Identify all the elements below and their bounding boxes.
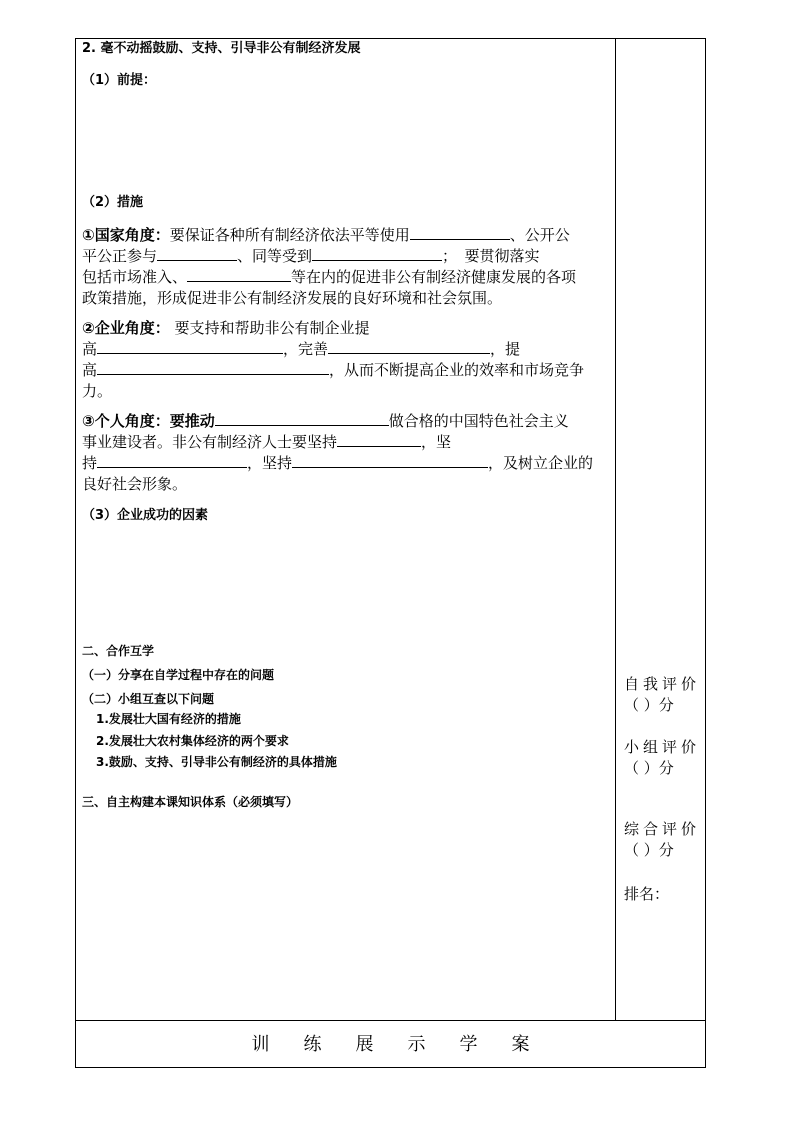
part2-sub-3: 3.鼓励、支持、引导非公有制经济的具体措施 [96, 755, 337, 769]
blank-field[interactable] [410, 225, 510, 240]
part2-item-1: （一）分享在自学过程中存在的问题 [82, 668, 275, 682]
part2-item-2: （二）小组互查以下问题 [82, 692, 215, 706]
enterprise-label: ②企业角度： [82, 319, 170, 337]
part3-heading: 三、自主构建本课知识体系（必须填写） [82, 795, 299, 809]
state-label: ①国家角度： [82, 226, 170, 244]
question-measures: （2）措施 [82, 195, 144, 210]
blank-field[interactable] [328, 339, 490, 354]
enterprise-line-4: 力。 [82, 382, 113, 400]
total-evaluation-score[interactable]: （ ）分 [624, 841, 674, 859]
footer-title: 训练展示学案 [251, 1034, 564, 1055]
self-evaluation-label: 自我评价 [624, 675, 701, 693]
state-line-4: 政策措施，形成促进非公有制经济发展的良好环境和社会氛围。 [82, 289, 503, 307]
part2-sub-1: 1.发展壮大国有经济的措施 [96, 712, 241, 726]
state-line-3: 包括市场准入、 等在内的促进非公有制经济健康发展的各项 [82, 268, 577, 286]
state-line-2: 平公正参与 、同等受到 ； 要贯彻落实 [82, 247, 540, 265]
self-evaluation-score[interactable]: （ ）分 [624, 696, 674, 714]
enterprise-line-2: 高 ，完善 ，提 [82, 340, 521, 358]
individual-line-1: ③个人角度：要推动 做合格的中国特色社会主义 [82, 412, 569, 430]
state-line-1: ①国家角度：要保证各种所有制经济依法平等使用 、公开公 [82, 226, 570, 244]
individual-line-4: 良好社会形象。 [82, 475, 188, 493]
total-evaluation-label: 综合评价 [624, 820, 701, 838]
individual-line-3: 持 ，坚持 ，及树立企业的 [82, 454, 594, 472]
blank-field[interactable] [187, 267, 291, 282]
individual-label: ③个人角度：要推动 [82, 412, 215, 430]
blank-field[interactable] [157, 246, 237, 261]
blank-field[interactable] [97, 453, 247, 468]
worksheet-frame [75, 38, 706, 1068]
group-evaluation-score[interactable]: （ ）分 [624, 759, 674, 777]
blank-field[interactable] [97, 339, 283, 354]
section-heading: 2. 毫不动摇鼓励、支持、引导非公有制经济发展 [82, 41, 361, 56]
question-success-factors: （3）企业成功的因素 [82, 508, 209, 523]
blank-field[interactable] [215, 411, 389, 426]
individual-line-2: 事业建设者。非公有制经济人士要坚持 ，坚 [82, 433, 452, 451]
blank-field[interactable] [97, 360, 329, 375]
footer-divider [75, 1020, 706, 1021]
rank-label: 排名： [624, 885, 670, 903]
group-evaluation-label: 小组评价 [624, 738, 701, 756]
question-premise: （1）前提： [82, 73, 157, 88]
enterprise-line-1: ②企业角度： 要支持和帮助非公有制企业提 [82, 319, 370, 337]
part2-heading: 二、合作互学 [82, 644, 155, 658]
enterprise-line-3: 高 ，从而不断提高企业的效率和市场竞争 [82, 361, 585, 379]
column-divider [615, 38, 616, 1020]
blank-field[interactable] [312, 246, 442, 261]
blank-field[interactable] [292, 453, 488, 468]
part2-sub-2: 2.发展壮大农村集体经济的两个要求 [96, 734, 289, 748]
blank-field[interactable] [337, 432, 421, 447]
